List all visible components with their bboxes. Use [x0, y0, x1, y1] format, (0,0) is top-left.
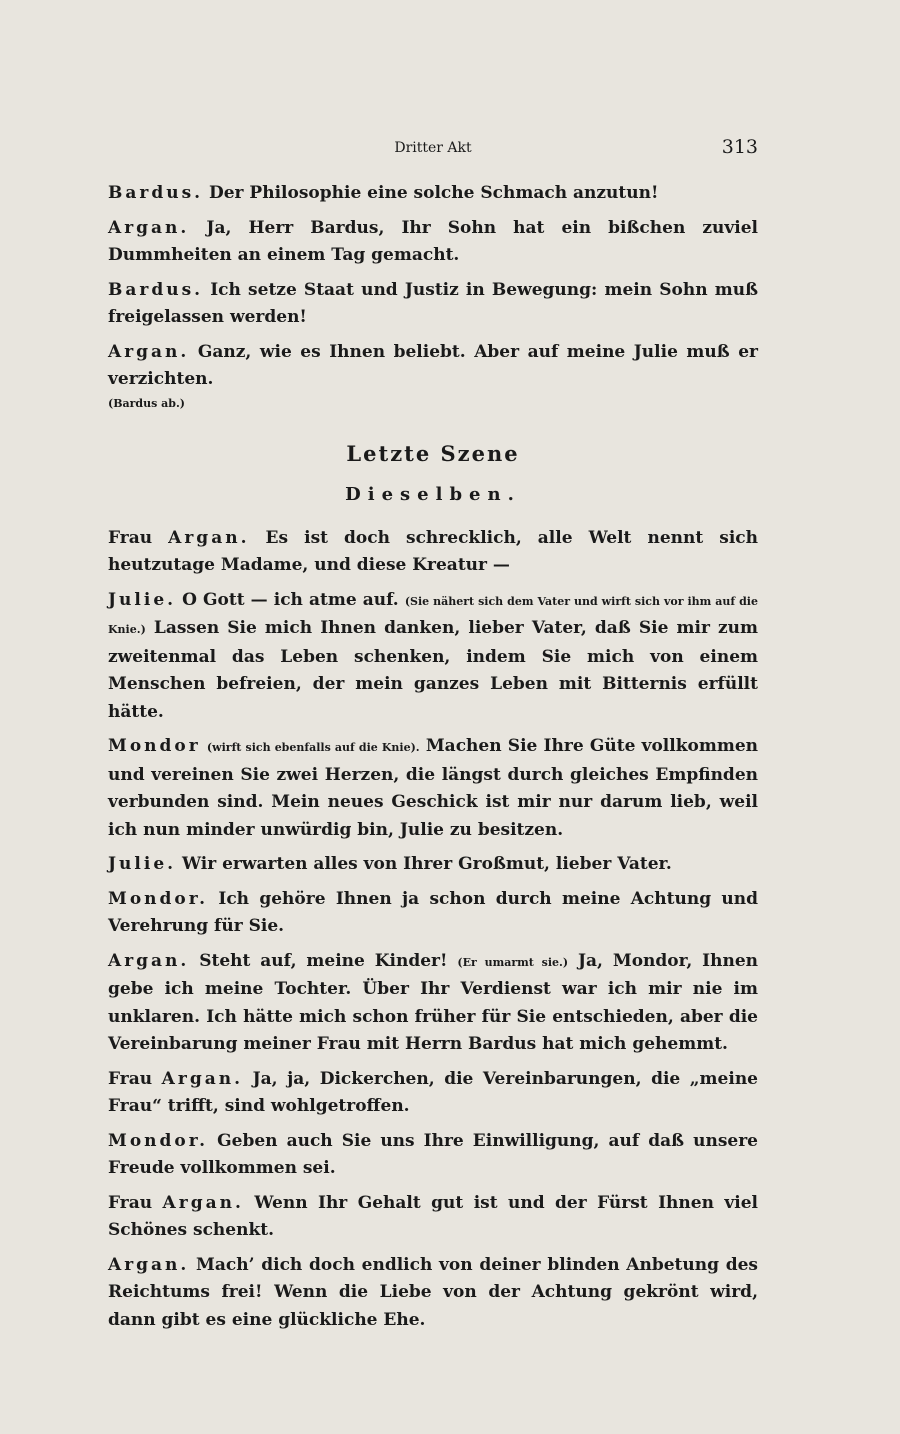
speaker-name: Bardus.	[108, 183, 204, 203]
speech-text: Wenn Ihr Gehalt gut ist und der Fürst Ihnen viel Schönes schenkt.	[108, 1192, 758, 1240]
speech	[108, 1128, 758, 1183]
speaker-name: Mondor.	[108, 1130, 209, 1151]
speech-text: O Gott — ich atme auf.	[182, 589, 399, 610]
page-body	[108, 180, 758, 1341]
speaker-name: Julie.	[108, 589, 177, 610]
dialogue-before-scene	[108, 180, 758, 394]
speech-text: Ich setze Staat und Justiz in Bewegung: mein Sohn muß freigelassen werden!	[108, 279, 758, 327]
speaker-name: Argan.	[168, 527, 250, 548]
speech	[108, 215, 758, 270]
speech	[108, 1190, 758, 1245]
speaker-name: Argan.	[108, 217, 190, 238]
speech-text: Ja, Herr Bardus, Ihr Sohn hat ein bißchen zuviel Dummheiten an einem Tag gemacht.	[108, 217, 759, 265]
speech	[108, 277, 758, 332]
speech-text: Ganz, wie es Ihnen beliebt. Aber auf meine Julie muß er verzichten.	[108, 341, 758, 389]
scene-title: Letzte Szene	[346, 440, 520, 466]
speech	[108, 587, 758, 727]
speaker-name: Argan.	[108, 950, 190, 971]
stage-direction-exit: (Bardus ab.)	[108, 396, 185, 410]
speech-text: Wir erwarten alles von Ihrer Großmut, lieber Vater.	[181, 854, 672, 874]
speaker-name: Argan.	[108, 1254, 190, 1275]
speaker-name: Argan.	[108, 341, 190, 362]
running-head: Dritter Akt	[394, 140, 472, 156]
stage-direction: (Sie nähert sich dem Vater und wirft sich vor ihm auf die Knie.)	[108, 594, 758, 636]
speech-text: Mach’ dich doch endlich von deiner blinden Anbetung des Reichtums frei! Wenn die Liebe von der Achtung gekrönt wird, dann gibt es eine glückliche Ehe.	[108, 1254, 758, 1330]
speech	[108, 733, 758, 844]
dialogue-after-scene	[108, 525, 758, 1335]
speech-text: Ja, ja, Dickerchen, die Vereinbarungen, die „meine Frau“ trifft, sind wohlgetroffen.	[108, 1068, 758, 1116]
speaker-name: Julie.	[108, 854, 177, 874]
speech	[108, 886, 758, 941]
speaker-prefix: Frau	[108, 527, 153, 548]
speaker-name: Argan.	[162, 1192, 244, 1213]
speech	[108, 525, 758, 580]
scene-cast: Dieselben.	[345, 483, 521, 505]
page-number: 313	[721, 136, 758, 158]
speech	[108, 851, 758, 879]
speaker-name: Bardus.	[108, 279, 204, 300]
speaker-name: Mondor	[108, 736, 201, 756]
page-header	[108, 136, 758, 160]
speech	[108, 948, 758, 1059]
speech	[108, 339, 758, 394]
speaker-prefix: Frau	[108, 1192, 153, 1213]
speech-text: Der Philosophie eine solche Schmach anzutun!	[209, 183, 659, 203]
speech-text: Es ist doch schrecklich, alle Welt nennt sich heutzutage Madame, und diese Kreatur —	[108, 527, 758, 575]
speech-text: Steht auf, meine Kinder!	[199, 950, 448, 971]
speaker-name: Mondor.	[108, 888, 209, 909]
speech	[108, 1252, 758, 1335]
speaker-name: Argan.	[161, 1068, 243, 1089]
stage-direction: (wirft sich ebenfalls auf die Knie).	[206, 741, 420, 754]
speech-text: Lassen Sie mich Ihnen danken, lieber Vater, daß Sie mir zum zweitenmal das Leben schenken, indem Sie mich von einem Menschen befreien, der mein ganzes Leben mit Bitternis erfüllt hätte.	[108, 618, 758, 722]
speech-text: Machen Sie Ihre Güte vollkommen und vereinen Sie zwei Herzen, die längst durch gleiches Empfinden verbunden sind. Mein neues Geschick ist mir nur darum lieb, weil ich nun minder unwürdig bin, Julie zu besitzen.	[108, 736, 758, 840]
speech-text: Ja, Mondor, Ihnen gebe ich meine Tochter. Über Ihr Verdienst war ich mir nie im unklaren. Ich hätte mich schon früher für Sie entschieden, aber die Vereinbarung meiner Frau mit Herrn Bardus hat mich gehemmt.	[108, 950, 759, 1054]
stage-direction: (Er umarmt sie.)	[457, 955, 569, 969]
speech-text: Geben auch Sie uns Ihre Einwilligung, auf daß unsere Freude vollkommen sei.	[108, 1130, 759, 1178]
speech	[108, 1066, 758, 1121]
speech	[108, 180, 758, 208]
speaker-prefix: Frau	[108, 1068, 153, 1089]
speech-text: Ich gehöre Ihnen ja schon durch meine Achtung und Verehrung für Sie.	[108, 888, 758, 936]
